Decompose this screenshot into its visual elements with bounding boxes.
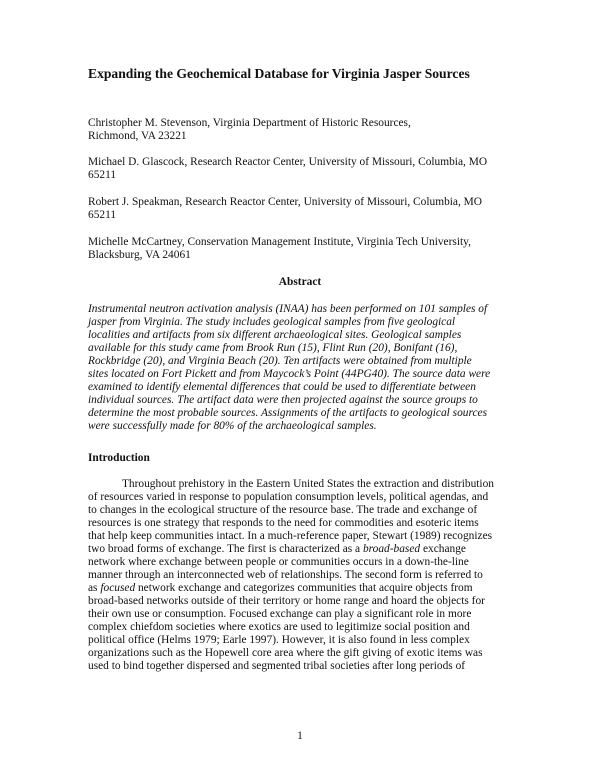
abstract-line: localities and artifacts from six different archaeological sites. Geological samples [88,329,462,341]
intro-line: organizations such as the Hopewell core area where the gift giving of exotic items was [88,647,483,659]
introduction-heading: Introduction [88,452,150,464]
abstract-line: were successfully made for 80% of the archaeological samples. [88,420,377,432]
abstract-line: jasper from Virginia. The study includes geological samples from five geological [88,316,456,328]
intro-line: two broad forms of exchange. The first is characterized as a broad-based exchange [88,543,466,555]
abstract-line: examined to identify elemental differences that could be used to differentiate between [88,381,476,393]
author-3-line-1: Robert J. Speakman, Research Reactor Center, University of Missouri, Columbia, MO [88,196,483,208]
abstract-line: available for this study came from Brook Run (15), Flint Run (20), Bonifant (16), [88,342,458,354]
intro-line: political office (Helms 1979; Earle 1997). However, it is also found in less complex [88,634,470,646]
author-4-line-2: Blacksburg, VA 24061 [88,249,191,261]
abstract-line: sites located on Fort Pickett and from Maycock’s Point (44PG40). The source data were [88,368,491,380]
intro-line: used to bind together dispersed and segmented tribal societies after long periods of [88,660,466,672]
author-1-line-1: Christopher M. Stevenson, Virginia Department of Historic Resources, [88,117,411,129]
intro-line: resources is one strategy that responds to the need for commodities and esoteric items [88,517,479,529]
abstract-line: determine the most probable sources. Assignments of the artifacts to geological sources [88,407,488,419]
intro-line: of resources varied in response to population consumption levels, political agendas, and [88,491,489,503]
intro-line: their own use or consumption. Focused exchange can play a significant role in more [88,608,472,620]
intro-line: that help keep communities intact. In a much-reference paper, Stewart (1989) recognizes [88,530,493,542]
intro-line: network where exchange between people or communities occurs in a down-the-line [88,556,469,568]
intro-line: as focused network exchange and categorizes communities that acquire objects from [88,582,473,594]
paper-title: Expanding the Geochemical Database for Virginia Jasper Sources [88,66,470,81]
abstract-line: Rockbridge (20), and Virginia Beach (20). Ten artifacts were obtained from multiple [88,355,472,367]
intro-line: complex chiefdom societies where exotics are used to legitimize social position and [88,621,470,633]
intro-line: manner through an interconnected web of relationships. The second form is referred to [88,569,483,581]
author-1-line-2: Richmond, VA 23221 [88,130,187,142]
abstract-heading: Abstract [278,276,322,288]
abstract-line: individual sources. The artifact data were then projected against the source groups to [88,394,478,406]
intro-line: to changes in the ecological structure of the resource base. The trade and exchange of [88,504,478,516]
abstract-line: Instrumental neutron activation analysis (INAA) has been performed on 101 samples of [88,303,488,315]
author-2-line-2: 65211 [88,169,117,181]
intro-line: Throughout prehistory in the Eastern United States the extraction and distribution [88,478,494,490]
author-4-line-1: Michelle McCartney, Conservation Management Institute, Virginia Tech University, [88,236,471,248]
intro-line: broad-based networks outside of their territory or home range and hoard the objects for [88,595,485,607]
page-number: 1 [297,730,303,742]
author-2-line-1: Michael D. Glascock, Research Reactor Center, University of Missouri, Columbia, MO [88,156,488,168]
author-3-line-2: 65211 [88,209,117,221]
